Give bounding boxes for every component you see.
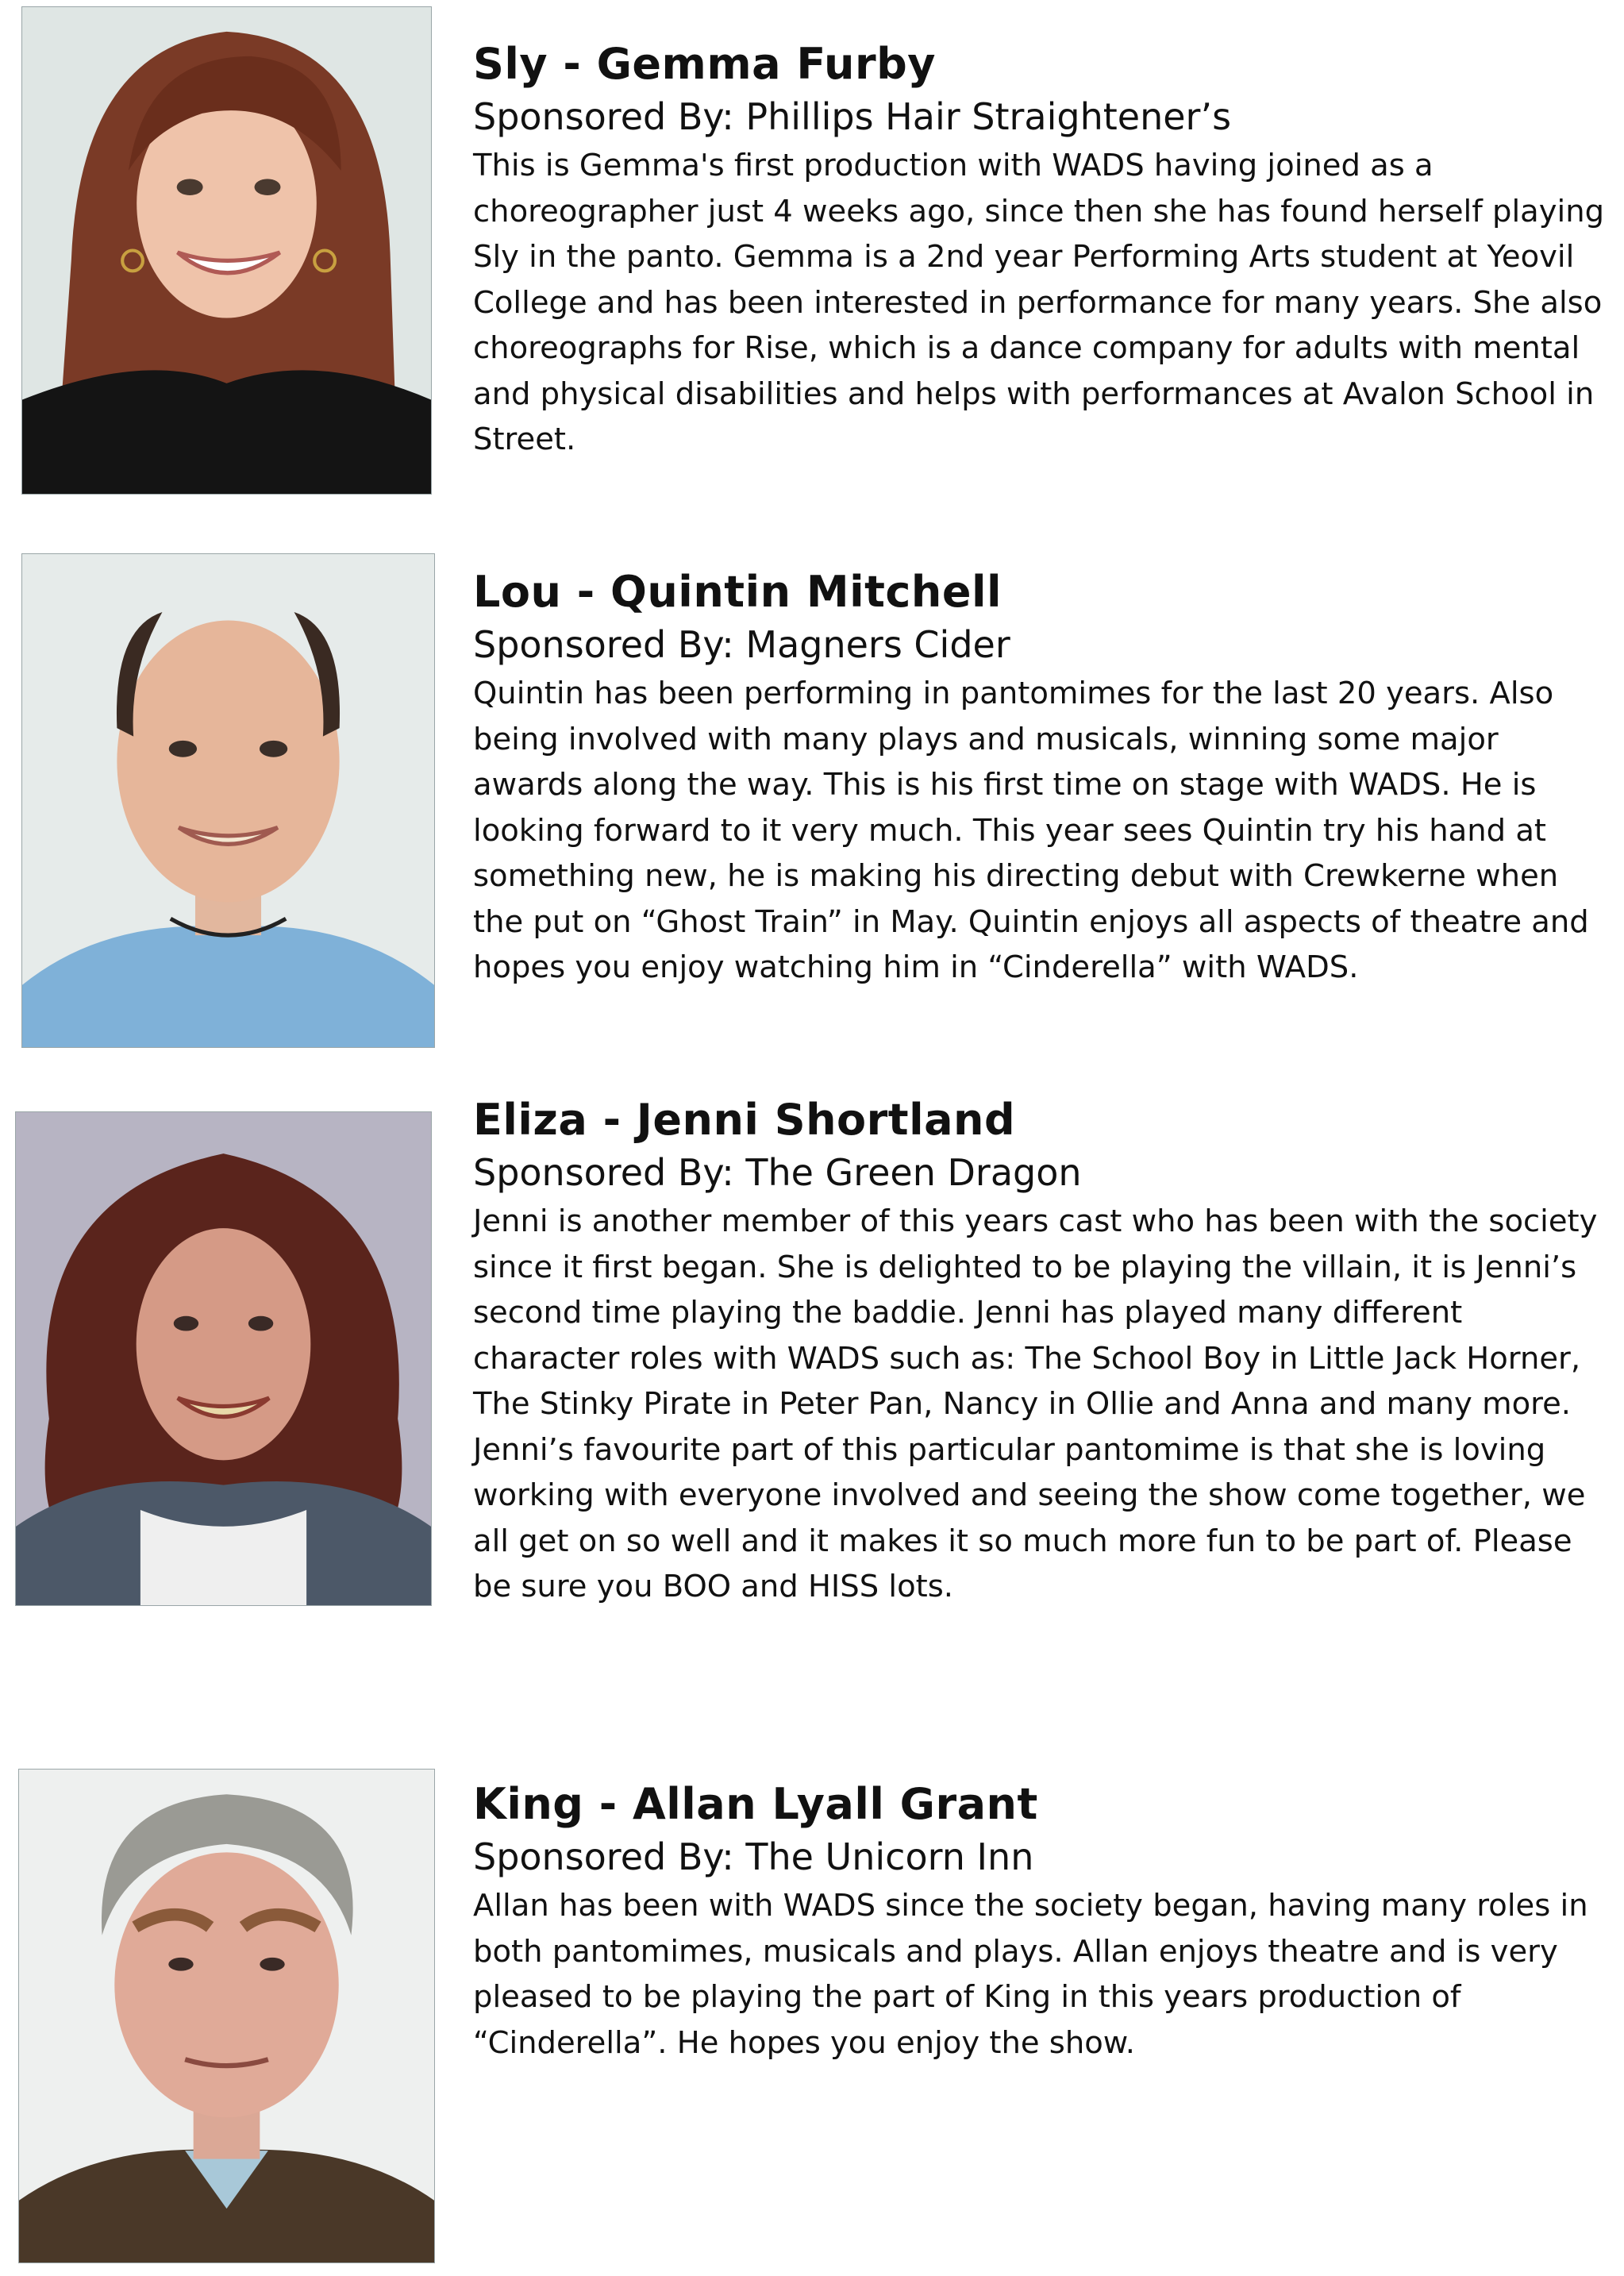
cast-name: Eliza - Jenni Shortland [473,1095,1016,1145]
bio-text: Allan has been with WADS since the society began, having many roles in both pantomimes, musicals and plays. Allan enjoys theatre and is very pleased to be playing the part of King in this years production of “Cinderella”. He hopes you enjoy the show. [473,1888,1588,2061]
cast-name: Lou - Quintin Mitchell [473,567,1002,617]
sponsor-line: Sponsored By: The Green Dragon [473,1151,1082,1194]
bio-block [473,38,1607,463]
bio-block [473,566,1607,991]
portrait-photo-allan [18,1769,435,2263]
portrait-photo-quintin [21,553,435,1048]
bio-block [473,1094,1607,1610]
sponsor-line: Sponsored By: Phillips Hair Straightener’s [473,95,1232,138]
sponsor-line: Sponsored By: The Unicorn Inn [473,1835,1034,1878]
bio-block [473,1778,1607,2066]
bio-text: Jenni is another member of this years cast who has been with the society since it first began. She is delighted to be playing the villain, it is Jenni’s second time playing the baddie. Jenni has played many different character roles with WADS such as: The School Boy in Little Jack Horner, The Stinky Pirate in Peter Pan, Nancy in Ollie and Anna and many more. Jenni’s favourite part of this particular pantomime is that she is loving working with everyone involved and seeing the show come together, we all get on so well and it makes it so much more fun to be part of. Please be sure you BOO and HISS lots. [473,1203,1598,1604]
bio-text: This is Gemma's first production with WADS having joined as a choreographer just 4 weeks ago, since then she has found herself playing Sly in the panto. Gemma is a 2nd year Performing Arts student at Yeovil College and has been interested in performance for many years. She also choreographs for Rise, which is a dance company for adults with mental and physical disabilities and helps with performances at Avalon School in Street. [473,148,1605,457]
bio-text: Quintin has been performing in pantomimes for the last 20 years. Also being involved with many plays and musicals, winning some major awards along the way. This is his first time on stage with WADS. He is looking forward to it very much. This year sees Quintin try his hand at something new, he is making his directing debut with Crewkerne when the put on “Ghost Train” in May. Quintin enjoys all aspects of theatre and hopes you enjoy watching him in “Cinderella” with WADS. [473,676,1589,985]
cast-name: King - Allan Lyall Grant [473,1779,1038,1829]
cast-name: Sly - Gemma Furby [473,39,936,89]
sponsor-line: Sponsored By: Magners Cider [473,623,1010,666]
portrait-photo-gemma [21,6,432,495]
portrait-photo-jenni [15,1111,432,1606]
